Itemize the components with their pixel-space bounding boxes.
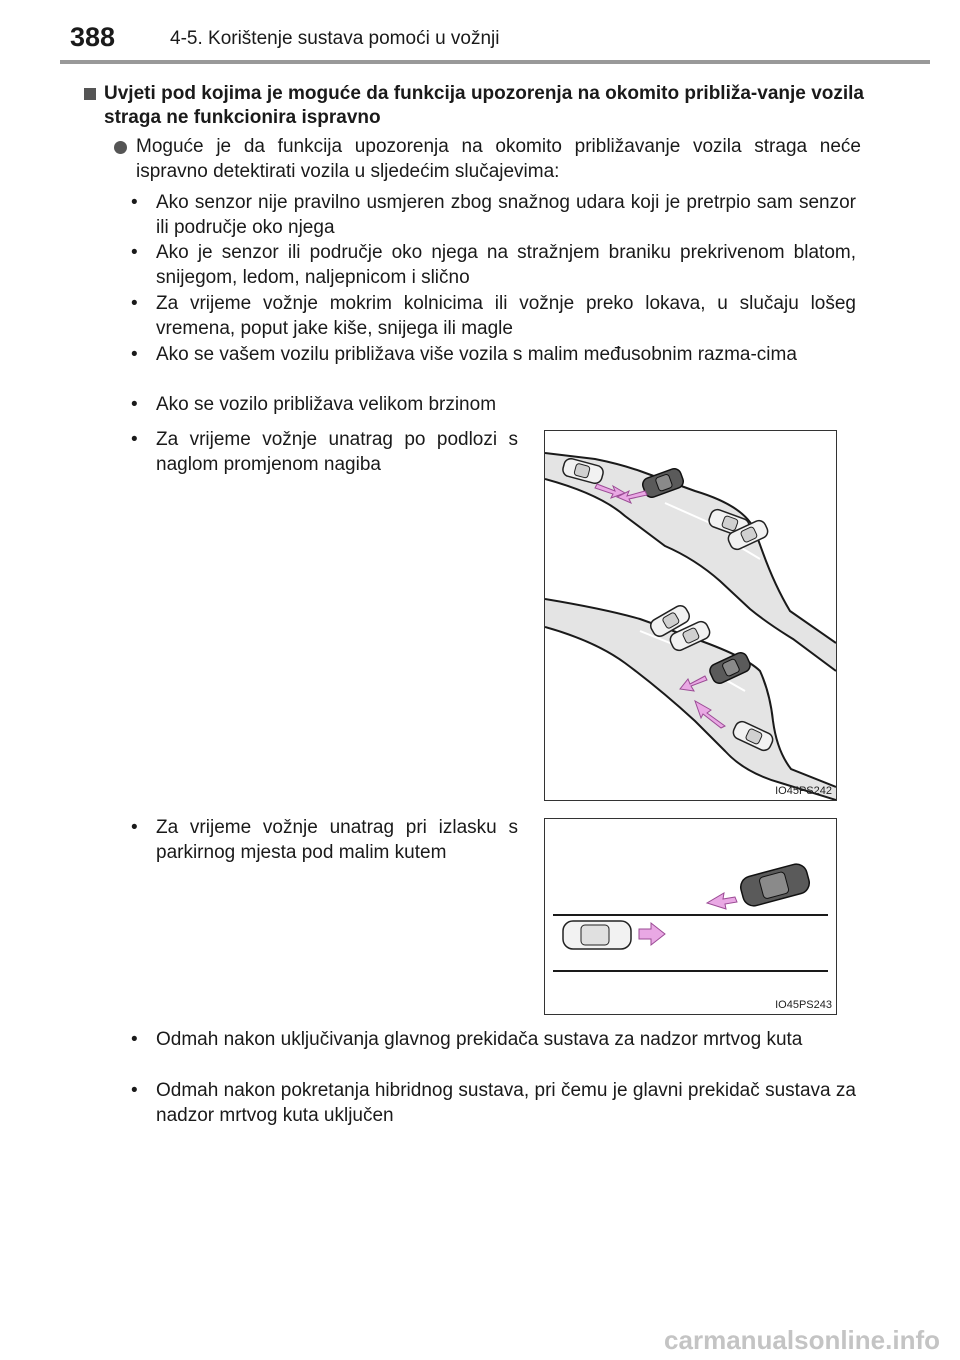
list-item-text: Ako je senzor ili područje oko njega na stražnjem braniku prekrivenom blatom, snijegom, ledom, naljepnicom i slično: [156, 242, 856, 288]
list-item: [131, 1027, 856, 1052]
list-item: [131, 190, 856, 240]
bullet-icon: •: [131, 394, 138, 415]
bullet-icon: •: [131, 1029, 138, 1050]
parking-illustration: [545, 819, 836, 1014]
bullet-icon: •: [131, 242, 138, 263]
bullet-icon: •: [131, 1080, 138, 1101]
list-item-text: Za vrijeme vožnje unatrag po podlozi s naglom promjenom nagiba: [156, 429, 518, 475]
bullet-icon: •: [131, 429, 138, 450]
section-heading-text: Uvjeti pod kojima je moguće da funkcija upozorenja na okomito približa-vanje vozila straga ne funkcionira ispravno: [104, 83, 864, 128]
figure-code: IO45PS242: [775, 785, 832, 797]
bullet-icon: •: [131, 344, 138, 365]
intro-text: Moguće je da funkcija upozorenja na okomito približavanje vozila straga neće ispravno detektirati vozila u sljedećim slučajevima:: [136, 136, 861, 182]
list-item: [131, 1078, 856, 1128]
list-item-text: Ako se vozilo približava velikom brzinom: [156, 394, 497, 415]
list-item: [131, 427, 518, 477]
intro-paragraph: [136, 134, 861, 184]
circle-bullet-icon: [114, 141, 127, 154]
chapter-title: 4-5. Korištenje sustava pomoći u vožnji: [170, 28, 500, 49]
list-item: [131, 240, 856, 290]
watermark: carmanualsonline.info: [664, 1325, 940, 1355]
page-number: 388: [70, 22, 116, 52]
list-item: [131, 291, 856, 341]
figure-slope-reversing: [544, 430, 837, 801]
section-heading: [104, 82, 864, 130]
list-item-text: Za vrijeme vožnje unatrag pri izlasku s parkirnog mjesta pod malim kutem: [156, 817, 518, 863]
square-bullet-icon: [84, 88, 96, 100]
figure-angled-parking: [544, 818, 837, 1015]
header-divider: [60, 60, 930, 64]
slope-illustration: [545, 431, 836, 800]
page-header: [0, 0, 960, 62]
bullet-icon: •: [131, 817, 138, 838]
bullet-icon: •: [131, 192, 138, 213]
list-item-text: Odmah nakon uključivanja glavnog prekidača sustava za nadzor mrtvog kuta: [156, 1029, 803, 1050]
figure-code: IO45PS243: [775, 999, 832, 1011]
bullet-icon: •: [131, 293, 138, 314]
list-item: [131, 392, 856, 417]
list-item-text: Ako se vašem vozilu približava više vozila s malim međusobnim razma-cima: [156, 344, 797, 365]
list-item-text: Odmah nakon pokretanja hibridnog sustava, pri čemu je glavni prekidač sustava za nadzor mrtvog kuta uključen: [156, 1080, 856, 1126]
list-item-text: Ako senzor nije pravilno usmjeren zbog snažnog udara koji je pretrpio sam senzor ili područje oko njega: [156, 192, 856, 238]
list-item: [131, 815, 518, 865]
list-item: [131, 342, 856, 367]
list-item-text: Za vrijeme vožnje mokrim kolnicima ili vožnje preko lokava, u slučaju lošeg vremena, poput jake kiše, snijega ili magle: [156, 293, 856, 339]
